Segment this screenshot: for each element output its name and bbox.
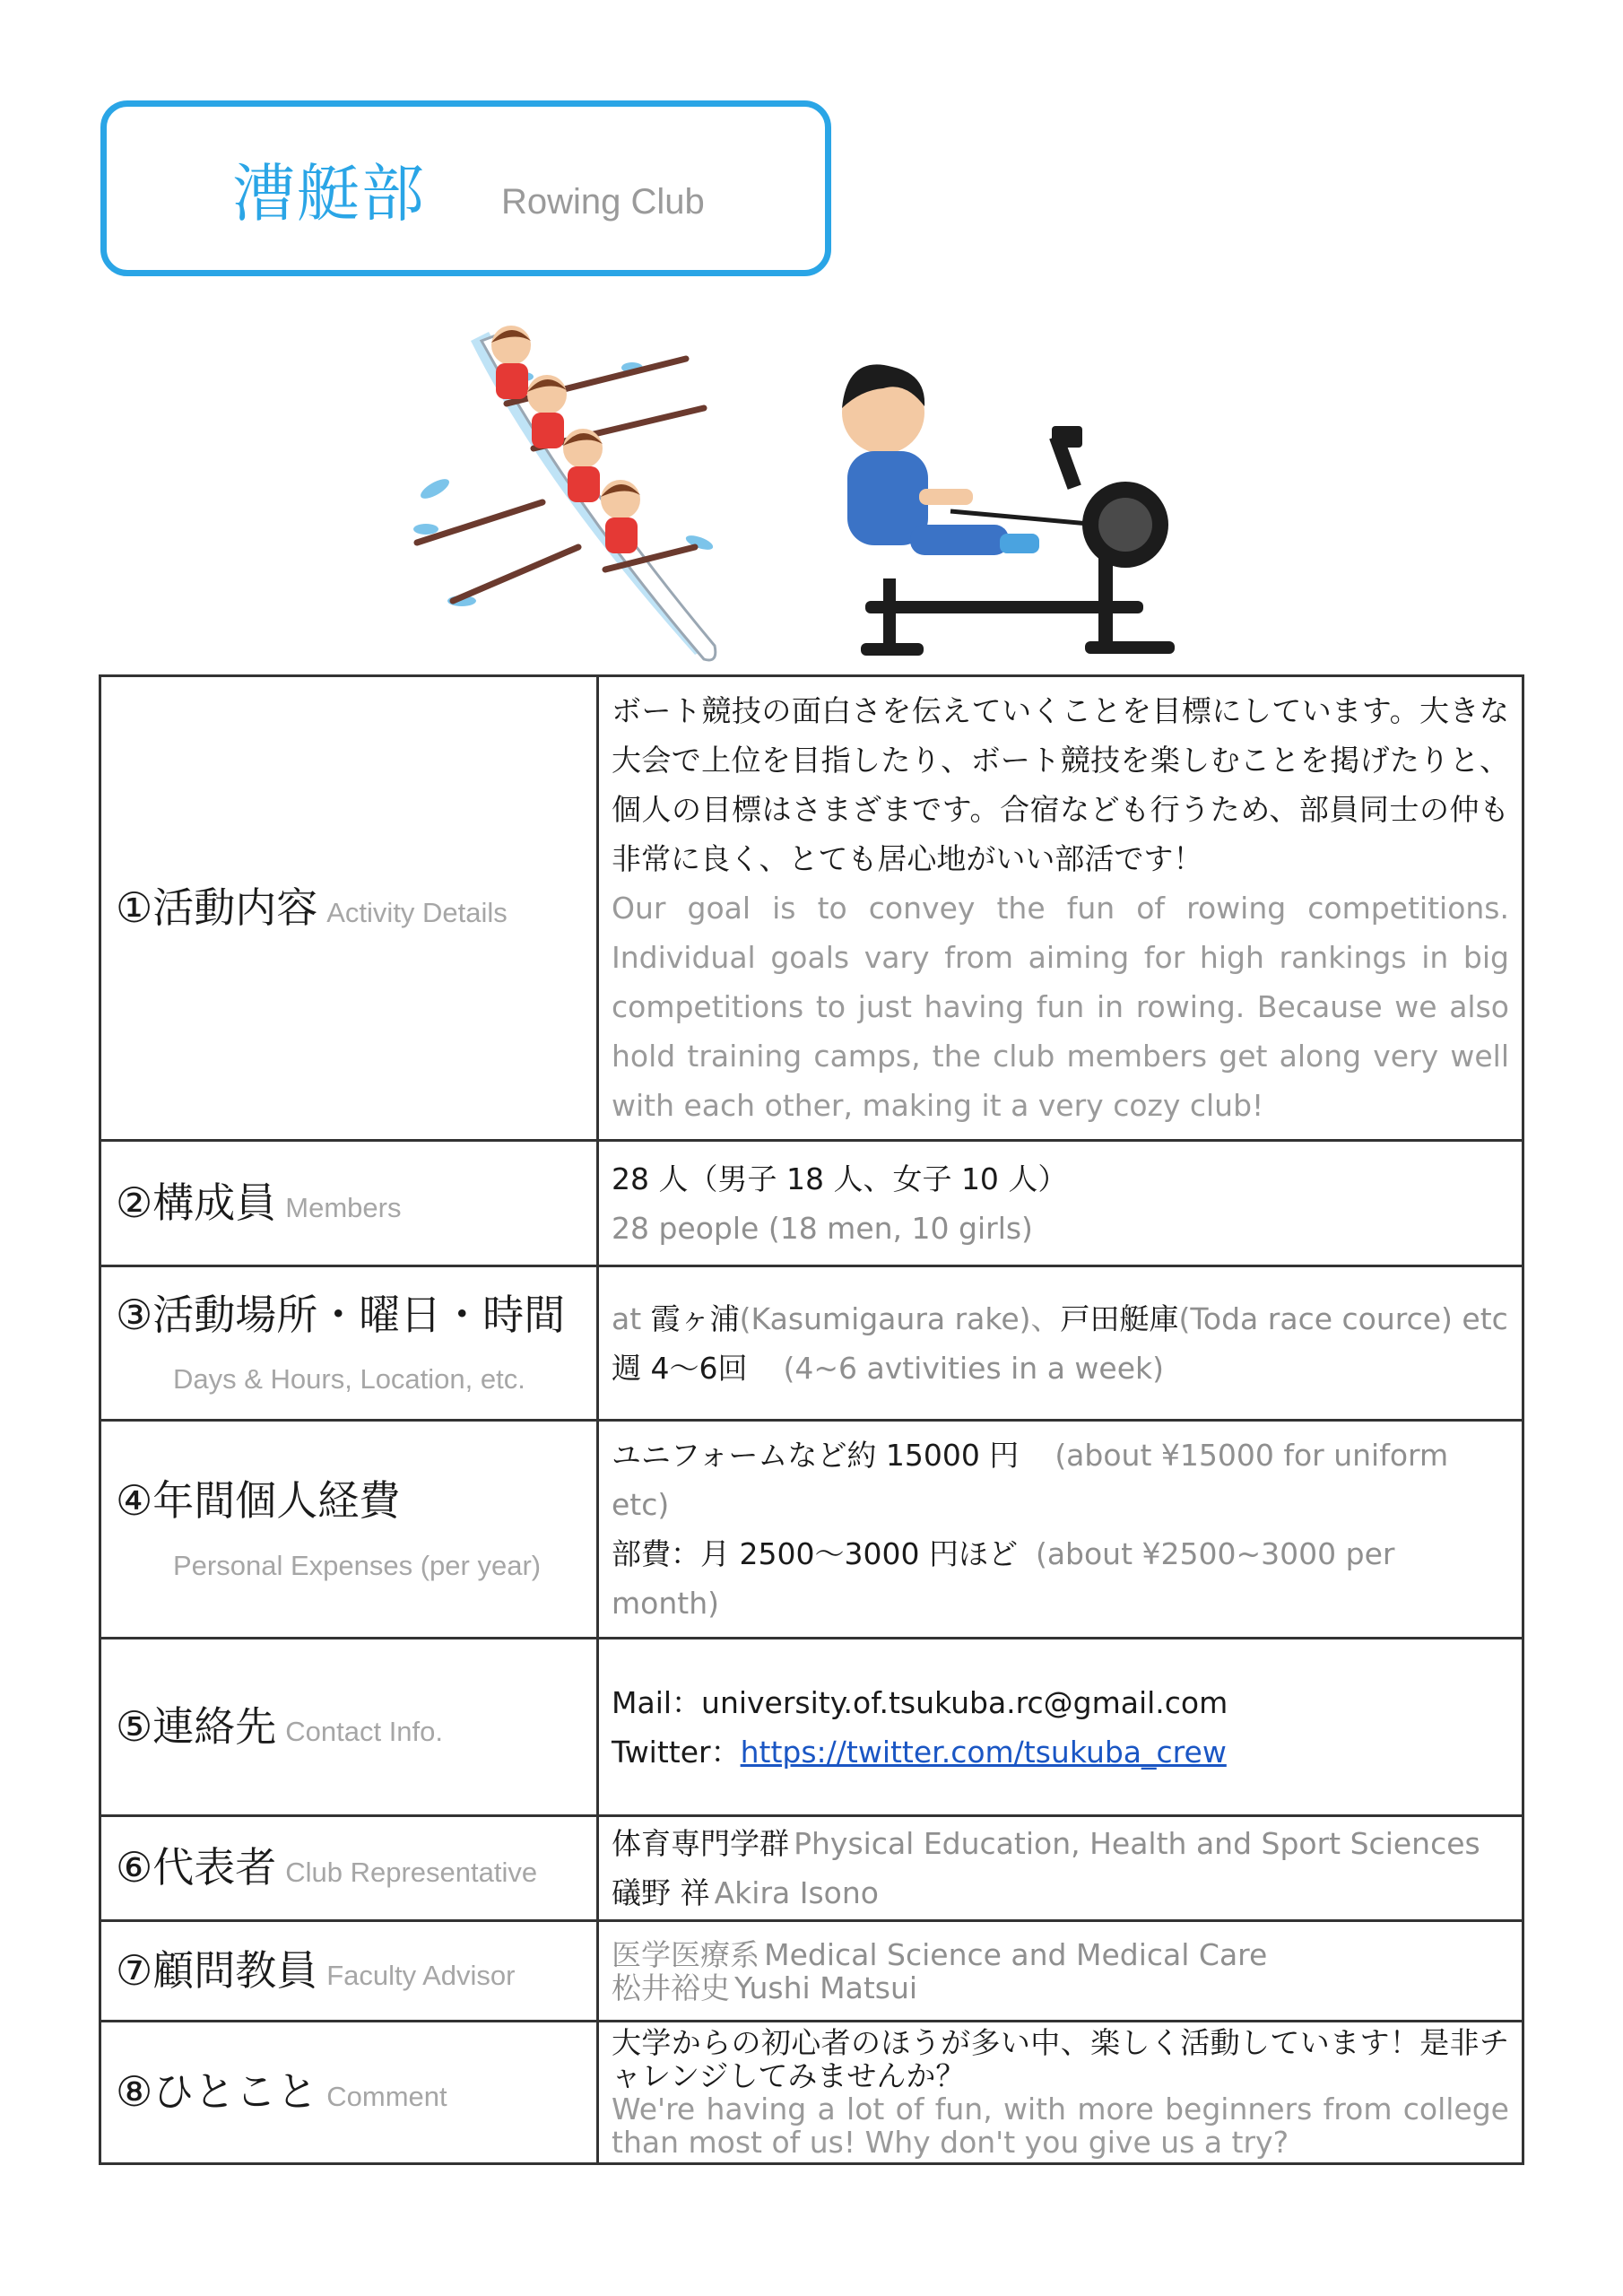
activity-label-ja: ①活動内容 [116, 883, 318, 932]
representative-label-en: Club Representative [285, 1857, 538, 1889]
label-cell [100, 1639, 598, 1816]
place-prefix: at [612, 1300, 651, 1336]
label-cell [100, 1141, 598, 1266]
club-title-ja: 漕艇部 [232, 157, 426, 230]
place-name-en-2: (Toda race cource) etc [1178, 1300, 1508, 1336]
advisor-name-en: Yushi Matsui [734, 1970, 918, 2005]
table-row-expenses [100, 1421, 1523, 1639]
place-line-1 [612, 1294, 1509, 1344]
label-cell [100, 1921, 598, 2022]
content-cell [598, 1266, 1523, 1421]
representative-name-en: Akira Isono [714, 1875, 879, 1910]
place-name-ja-1: 霞ヶ浦 [650, 1300, 740, 1336]
place-label-ja: ③活動場所・曜日・時間 [116, 1290, 566, 1339]
rowing-boat-illustration [399, 305, 776, 673]
frequency-ja: 週 4～6回 [612, 1350, 748, 1386]
label-cell [100, 1266, 598, 1421]
representative-label-ja: ⑥代表者 [116, 1843, 277, 1892]
title-box [100, 100, 831, 276]
representative-line-2 [612, 1868, 1509, 1918]
content-cell [598, 2022, 1523, 2164]
contact-label-en: Contact Info. [285, 1715, 444, 1747]
uniform-cost-en: (about ¥15000 for uniform etc) [612, 1438, 1449, 1522]
members-label-en: Members [285, 1191, 402, 1223]
table-row-activity [100, 676, 1523, 1141]
comment-label-en: Comment [326, 2081, 447, 2113]
advisor-dept-en: Medical Science and Medical Care [764, 1936, 1268, 1972]
expenses-label-en: Personal Expenses (per year) [173, 1549, 542, 1581]
advisor-label-ja: ⑦顧問教員 [116, 1945, 318, 1995]
table-row-comment [100, 2022, 1523, 2164]
representative-dept-ja: 体育専門学群 [612, 1826, 789, 1861]
frequency-en: (4~6 avtivities in a week) [783, 1350, 1165, 1386]
content-cell [598, 1141, 1523, 1266]
comment-text-en: We're having a lot of fun, with more beginners from college than most of us! Why don't you give us a try? [612, 2092, 1509, 2160]
advisor-label-en: Faculty Advisor [326, 1959, 516, 1991]
members-line-en: 28 people (18 men, 10 girls) [612, 1210, 1033, 1246]
club-info-table [99, 674, 1524, 2165]
mail-address[interactable]: university.of.tsukuba.rc@gmail.com [701, 1684, 1228, 1720]
expenses-label-ja: ④年間個人経費 [116, 1476, 401, 1526]
content-cell [598, 1639, 1523, 1816]
expenses-line-1 [612, 1431, 1509, 1529]
representative-name-ja: 礒野 祥 [612, 1875, 710, 1910]
place-label-en: Days & Hours, Location, etc. [173, 1363, 525, 1396]
contact-label-ja: ⑤連絡先 [116, 1701, 277, 1751]
advisor-name-ja: 松井裕史 [612, 1970, 730, 2005]
comment-label-ja: ⑧ひとこと [116, 2067, 318, 2117]
label-cell [100, 676, 598, 1141]
club-title-en: Rowing Club [501, 182, 705, 222]
uniform-cost-ja: ユニフォームなど約 15000 円 [612, 1438, 1020, 1473]
rowing-machine-illustration [829, 354, 1206, 673]
members-line-ja: 28 人（男子 18 人、女子 10 人） [612, 1161, 1068, 1196]
activity-text-en: Our goal is to convey the fun of rowing competitions. Individual goals vary from aiming for high rankings in big competitions to just having fun in rowing. Because we also hold training camps, the club members get along very well with each other, making it a very cozy club! [612, 891, 1509, 1123]
representative-line-1 [612, 1819, 1509, 1868]
activity-text-ja: ボート競技の面白さを伝えていくことを目標にしています。大きな大会で上位を目指したり、ボート競技を楽しむことを掲げたりと、個人の目標はさまざまです。合宿なども行うため、部員同士の仲も非常に良く、とても居心地がいい部活です！ [612, 693, 1509, 876]
content-cell [598, 1816, 1523, 1921]
mail-line [612, 1678, 1509, 1727]
twitter-label: Twitter： [612, 1734, 741, 1770]
mail-label: Mail： [612, 1684, 702, 1720]
expenses-line-2 [612, 1529, 1509, 1628]
comment-text-ja: 大学からの初心者のほうが多い中、楽しく活動しています！是非チャレンジしてみませんか？ [612, 2025, 1509, 2093]
label-cell [100, 1421, 598, 1639]
content-cell [598, 676, 1523, 1141]
label-cell [100, 1816, 598, 1921]
activity-label-en: Activity Details [326, 896, 508, 928]
twitter-link[interactable]: https://twitter.com/tsukuba_crew [740, 1734, 1227, 1770]
club-fee-ja: 部費：月 2500～3000 円ほど [612, 1536, 1018, 1571]
advisor-line-1 [612, 1938, 1509, 1971]
members-label-ja: ②構成員 [116, 1178, 277, 1227]
advisor-line-2 [612, 1971, 1509, 2005]
table-row-contact [100, 1639, 1523, 1816]
content-cell [598, 1421, 1523, 1639]
table-row-representative [100, 1816, 1523, 1921]
table-row-advisor [100, 1921, 1523, 2022]
club-fee-en: (about ¥2500~3000 per month) [612, 1536, 1395, 1621]
label-cell [100, 2022, 598, 2164]
table-row-place [100, 1266, 1523, 1421]
content-cell [598, 1921, 1523, 2022]
table-row-members [100, 1141, 1523, 1266]
advisor-dept-ja: 医学医療系 [612, 1936, 759, 1972]
place-line-2 [612, 1344, 1509, 1393]
place-name-en-1: (Kasumigaura rake)、 [739, 1300, 1061, 1336]
twitter-line [612, 1727, 1509, 1777]
representative-dept-en: Physical Education, Health and Sport Sciences [794, 1826, 1480, 1861]
place-name-ja-2: 戸田艇庫 [1060, 1300, 1179, 1336]
